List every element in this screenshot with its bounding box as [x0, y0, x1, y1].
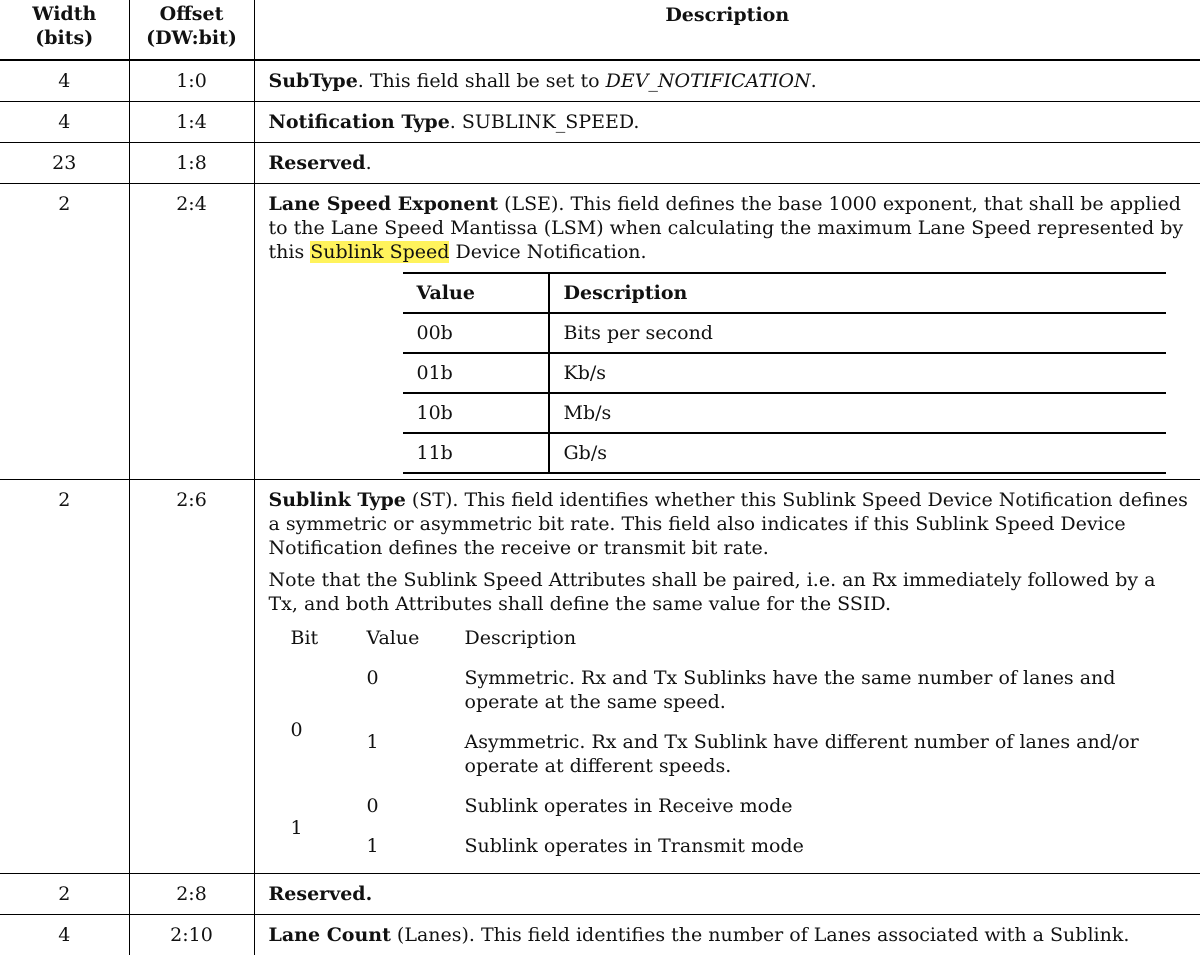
description-cell [254, 480, 1200, 874]
table-row [0, 184, 1200, 480]
value-cell: 10b [403, 393, 549, 433]
value-description-header: Description [549, 273, 1166, 313]
bit-description-header: Description [465, 626, 1185, 666]
field-name: Sublink Type [269, 489, 406, 511]
note-paragraph: Note that the Sublink Speed Attributes shall be paired, i.e. an Rx immediately followed by a Tx, and both Attributes shall define the same value for the SSID. [269, 568, 1189, 616]
width-cell: 2 [0, 184, 129, 480]
bit-cell: 0 [277, 666, 353, 794]
field-name: Notification Type [269, 111, 450, 133]
table-row [0, 102, 1200, 143]
description-column-header: Description [254, 0, 1200, 60]
value-description-cell: Kb/s [549, 353, 1166, 393]
value-description-cell: Bits per second [549, 313, 1166, 353]
bit-table-row [277, 834, 1185, 862]
description-cell: Notification Type. SUBLINK_SPEED. [254, 102, 1200, 143]
field-name: Lane Speed Exponent [269, 193, 499, 215]
bit-description-cell: Symmetric. Rx and Tx Sublinks have the same number of lanes and operate at the same speed. [465, 666, 1185, 730]
bit-description-cell: Sublink operates in Receive mode [465, 794, 1185, 834]
table-header-row [0, 0, 1200, 60]
width-cell: 4 [0, 915, 129, 955]
offset-cell: 1:0 [129, 60, 254, 102]
bit-value-cell: 1 [353, 730, 465, 794]
width-cell: 4 [0, 60, 129, 102]
width-cell: 23 [0, 143, 129, 184]
width-cell: 2 [0, 480, 129, 874]
width-column-header: Width (bits) [0, 0, 129, 60]
offset-cell: 2:6 [129, 480, 254, 874]
table-row [0, 60, 1200, 102]
description-cell: Reserved. [254, 874, 1200, 915]
bit-value-cell: 0 [353, 666, 465, 730]
offset-cell: 1:8 [129, 143, 254, 184]
value-table-row [403, 353, 1166, 393]
offset-cell: 2:10 [129, 915, 254, 955]
table-row [0, 915, 1200, 955]
offset-cell: 2:8 [129, 874, 254, 915]
bit-description-cell: Sublink operates in Transmit mode [465, 834, 1185, 862]
bit-table [277, 626, 1185, 862]
bit-value-cell: 0 [353, 794, 465, 834]
offset-cell: 1:4 [129, 102, 254, 143]
value-table-header [403, 273, 1166, 313]
width-cell: 4 [0, 102, 129, 143]
value-cell: 11b [403, 433, 549, 473]
width-cell: 2 [0, 874, 129, 915]
value-table [403, 272, 1166, 474]
description-paragraph: Sublink Type (ST). This field identifies whether this Sublink Speed Device Notification defines a symmetric or asymmetric bit rate. This field also indicates if this Sublink Speed Device Notification defines the receive or transmit bit rate. [269, 488, 1189, 560]
bit-value-header: Value [353, 626, 465, 666]
field-name: Reserved [269, 152, 366, 174]
field-name: SubType [269, 70, 358, 92]
bit-table-row [277, 730, 1185, 794]
offset-column-header: Offset (DW:bit) [129, 0, 254, 60]
table-row [0, 874, 1200, 915]
bit-description-cell: Asymmetric. Rx and Tx Sublink have different number of lanes and/or operate at different speeds. [465, 730, 1185, 794]
bit-header: Bit [277, 626, 353, 666]
description-cell: Lane Count (Lanes). This field identifies the number of Lanes associated with a Sublink. [254, 915, 1200, 955]
description-cell [254, 184, 1200, 480]
value-cell: 00b [403, 313, 549, 353]
value-header: Value [403, 273, 549, 313]
bit-cell: 1 [277, 794, 353, 862]
bit-table-row [277, 666, 1185, 730]
description-paragraph: Lane Speed Exponent (LSE). This field defines the base 1000 exponent, that shall be applied to the Lane Speed Mantissa (LSM) when calculating the maximum Lane Speed represented by this Sublink Speed Device Notification. [269, 192, 1189, 264]
table-row [0, 480, 1200, 874]
description-cell: SubType. This field shall be set to DEV_NOTIFICATION. [254, 60, 1200, 102]
value-description-cell: Mb/s [549, 393, 1166, 433]
bit-table-header [277, 626, 1185, 666]
value-table-row [403, 433, 1166, 473]
table-row [0, 143, 1200, 184]
field-name: Lane Count [269, 924, 391, 946]
value-description-cell: Gb/s [549, 433, 1166, 473]
value-table-row [403, 393, 1166, 433]
offset-cell: 2:4 [129, 184, 254, 480]
field-name: Reserved [269, 883, 366, 905]
value-table-row [403, 313, 1166, 353]
value-cell: 01b [403, 353, 549, 393]
highlighted-text: Sublink Speed [310, 241, 449, 263]
description-cell: Reserved. [254, 143, 1200, 184]
bit-table-row [277, 794, 1185, 834]
bit-value-cell: 1 [353, 834, 465, 862]
